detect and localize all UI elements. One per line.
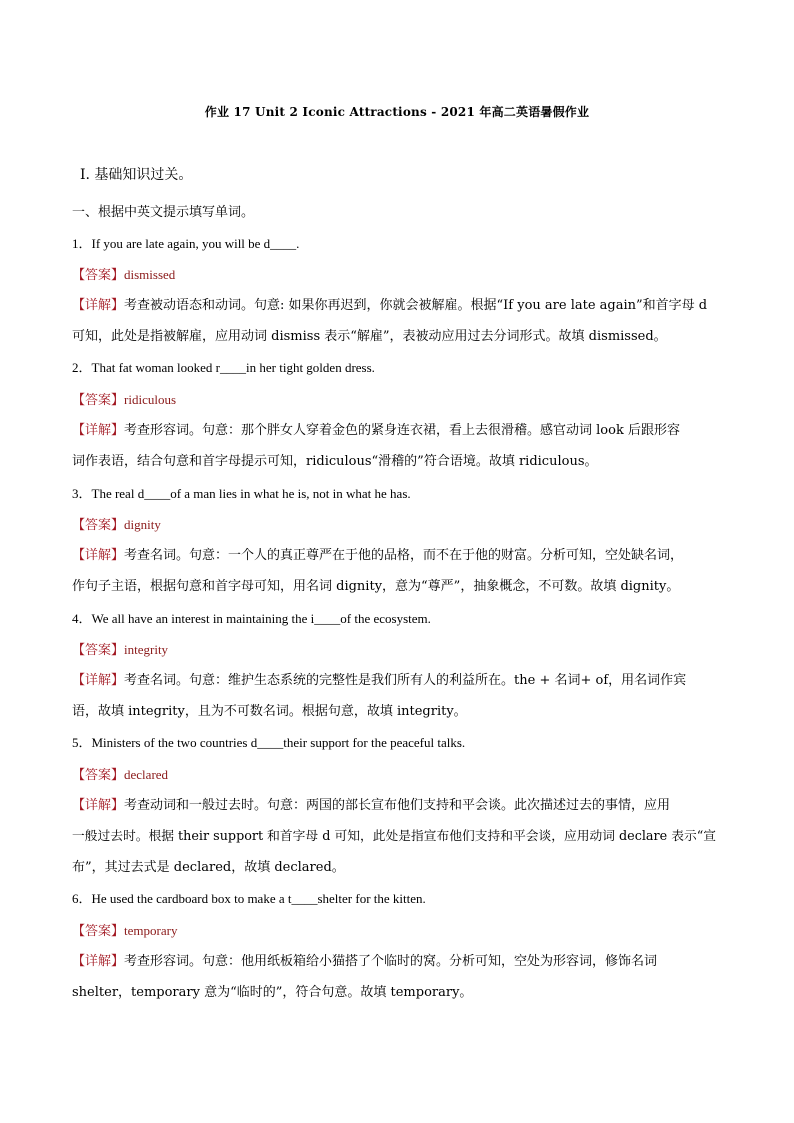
page-title: 作业 17 Unit 2 Iconic Attractions - 2021 年高二英语暑假作业 xyxy=(204,105,590,119)
answer-value: integrity xyxy=(124,642,169,657)
answer-tag: 【答案】 xyxy=(72,643,125,658)
question-3: 3．The real d____of a man lies in what he is, not in what he has. xyxy=(72,486,411,501)
detail-1-line-2: 可知，此处是指被解雇，应用动词 dismiss 表示“解雇”，表被动应用过去分词形式。故填 dismissed。 xyxy=(72,329,667,344)
detail-2-line-2: 词作表语，结合句意和首字母提示可知，ridiculous“滑稽的”符合语境。故填 ridiculous。 xyxy=(72,454,598,469)
detail-4-line-2: 语，故填 integrity，且为不可数名词。根据句意，故填 integrity。 xyxy=(72,704,467,719)
question-1: 1．If you are late again, you will be d____. xyxy=(72,236,300,251)
question-4: 4．We all have an interest in maintaining the i____of the ecosystem. xyxy=(72,611,431,626)
answer-3 xyxy=(72,517,161,534)
detail-text: 考查名词。句意：一个人的真正尊严在于他的品格，而不在于他的财富。分析可知，空处缺名词， xyxy=(124,548,684,563)
answer-tag: 【答案】 xyxy=(72,924,125,939)
detail-text: 考查形容词。句意：他用纸板箱给小猫搭了个临时的窝。分析可知，空处为形容词，修饰名词 xyxy=(124,954,658,969)
detail-3-line-2: 作句子主语，根据句意和首字母可知，用名词 dignity，意为“尊严”，抽象概念，不可数。故填 dignity。 xyxy=(72,579,680,594)
answer-4 xyxy=(72,642,168,659)
answer-value: dignity xyxy=(124,517,161,532)
answer-2 xyxy=(72,392,176,409)
detail-text: 考查名词。句意：维护生态系统的完整性是我们所有人的利益所在。the + 名词+ of，用名词作宾 xyxy=(124,673,687,688)
answer-tag: 【答案】 xyxy=(72,393,125,408)
detail-5-line-3: 布”，其过去式是 declared，故填 declared。 xyxy=(72,860,345,875)
detail-1-line-1 xyxy=(72,298,707,314)
detail-text: 考查被动语态和动词。句意: 如果你再迟到，你就会被解雇。根据“If you are late again”和首字母 d xyxy=(124,298,708,313)
detail-tag: 【详解】 xyxy=(72,798,125,813)
answer-1 xyxy=(72,267,175,284)
answer-tag: 【答案】 xyxy=(72,268,125,283)
detail-tag: 【详解】 xyxy=(72,954,125,969)
detail-2-line-1 xyxy=(72,423,680,439)
answer-5 xyxy=(72,767,168,784)
question-2: 2．That fat woman looked r____in her tight golden dress. xyxy=(72,360,375,375)
question-6: 6．He used the cardboard box to make a t____shelter for the kitten. xyxy=(72,891,426,906)
section-heading: 一、根据中英文提示填写单词。 xyxy=(72,205,255,220)
detail-tag: 【详解】 xyxy=(72,673,125,688)
detail-6-line-1 xyxy=(72,954,657,970)
answer-6 xyxy=(72,923,177,940)
detail-tag: 【详解】 xyxy=(72,423,125,438)
answer-value: declared xyxy=(124,767,169,782)
detail-tag: 【详解】 xyxy=(72,548,125,563)
detail-5-line-2: 一般过去时。根据 their support 和首字母 d 可知，此处是指宣布他们支持和平会谈，应用动词 declare 表示“宣 xyxy=(72,829,716,844)
detail-4-line-1 xyxy=(72,673,686,689)
detail-text: 考查形容词。句意：那个胖女人穿着金色的紧身连衣裙，看上去很滑稽。感官动词 look 后跟形容 xyxy=(124,423,680,438)
question-5: 5．Ministers of the two countries d____their support for the peaceful talks. xyxy=(72,735,466,750)
detail-tag: 【详解】 xyxy=(72,298,125,313)
detail-5-line-1 xyxy=(72,798,670,814)
detail-3-line-1 xyxy=(72,548,683,564)
section-roman-heading: I. 基础知识过关。 xyxy=(80,167,193,183)
answer-value: ridiculous xyxy=(124,392,177,407)
detail-text: 考查动词和一般过去时。句意：两国的部长宣布他们支持和平会谈。此次描述过去的事情，应用 xyxy=(124,798,671,813)
answer-tag: 【答案】 xyxy=(72,518,125,533)
answer-value: temporary xyxy=(124,923,178,938)
detail-6-line-2: shelter，temporary 意为“临时的”，符合句意。故填 temporary。 xyxy=(72,985,473,1000)
answer-tag: 【答案】 xyxy=(72,768,125,783)
answer-value: dismissed xyxy=(124,267,176,282)
